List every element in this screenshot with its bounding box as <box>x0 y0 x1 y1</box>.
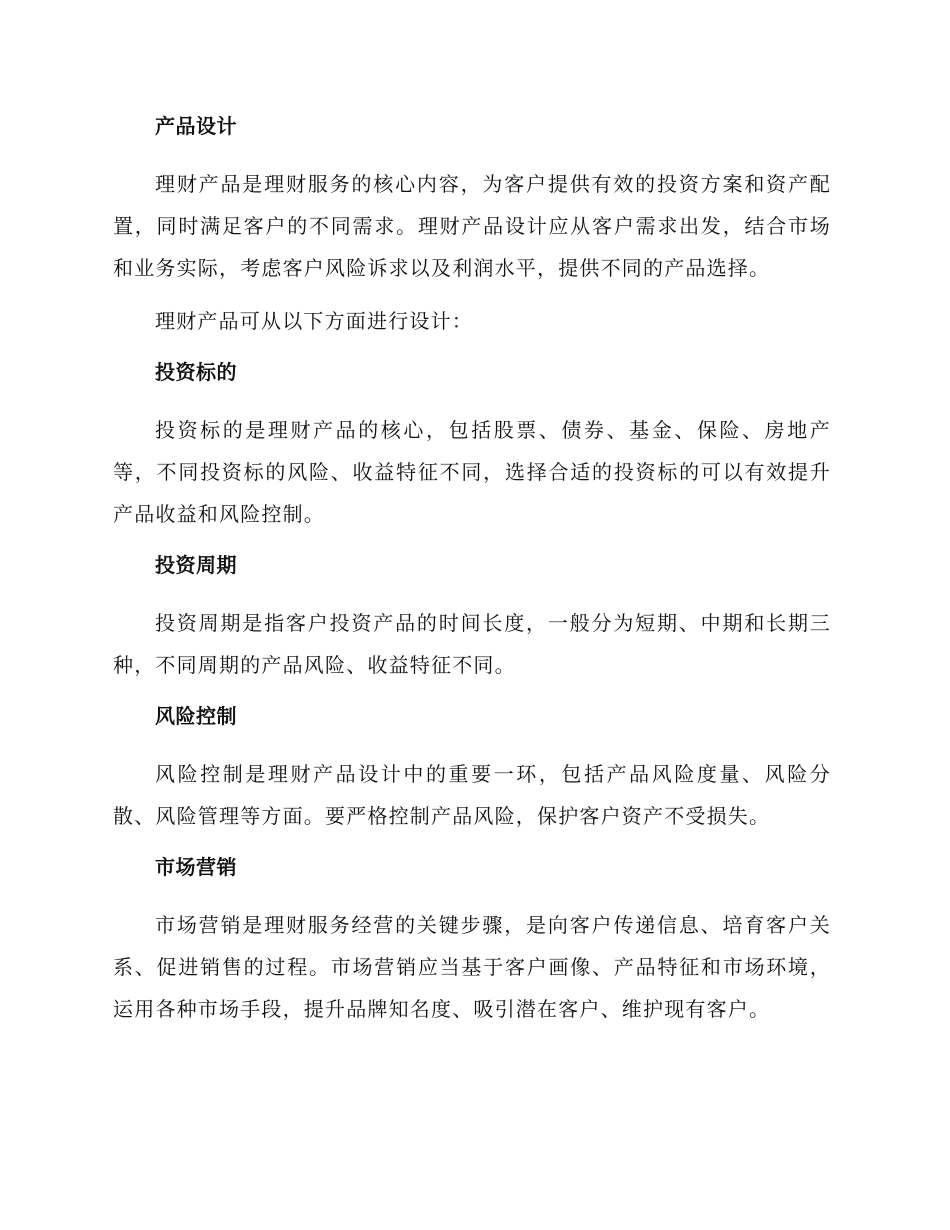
paragraph-product-design-intro: 理财产品是理财服务的核心内容，为客户提供有效的投资方案和资产配置，同时满足客户的不同需求。理财产品设计应从客户需求出发，结合市场和业务实际，考虑客户风险诉求以及利润水平，提供不同的产品选择。 <box>113 172 831 280</box>
section-heading-product-design: 产品设计 <box>155 114 237 138</box>
section-heading-investment-period: 投资周期 <box>155 553 237 577</box>
paragraph-investment-target: 投资标的是理财产品的核心，包括股票、债券、基金、保险、房地产等，不同投资标的风险、收益特征不同，选择合适的投资标的可以有效提升产品收益和风险控制。 <box>113 418 831 526</box>
section-heading-marketing: 市场营销 <box>155 855 237 879</box>
paragraph-marketing: 市场营销是理财服务经营的关键步骤，是向客户传递信息、培育客户关系、促进销售的过程。市场营销应当基于客户画像、产品特征和市场环境，运用各种市场手段，提升品牌知名度、吸引潜在客户、维护现有客户。 <box>113 913 831 1021</box>
document-body <box>113 110 831 1030</box>
section-heading-investment-target: 投资标的 <box>155 360 237 384</box>
paragraph-risk-control: 风险控制是理财产品设计中的重要一环，包括产品风险度量、风险分散、风险管理等方面。要严格控制产品风险，保护客户资产不受损失。 <box>113 762 831 828</box>
section-heading-risk-control: 风险控制 <box>155 704 237 728</box>
paragraph-investment-period: 投资周期是指客户投资产品的时间长度，一般分为短期、中期和长期三种，不同周期的产品风险、收益特征不同。 <box>113 611 831 677</box>
paragraph-design-aspects: 理财产品可从以下方面进行设计： <box>155 309 473 333</box>
